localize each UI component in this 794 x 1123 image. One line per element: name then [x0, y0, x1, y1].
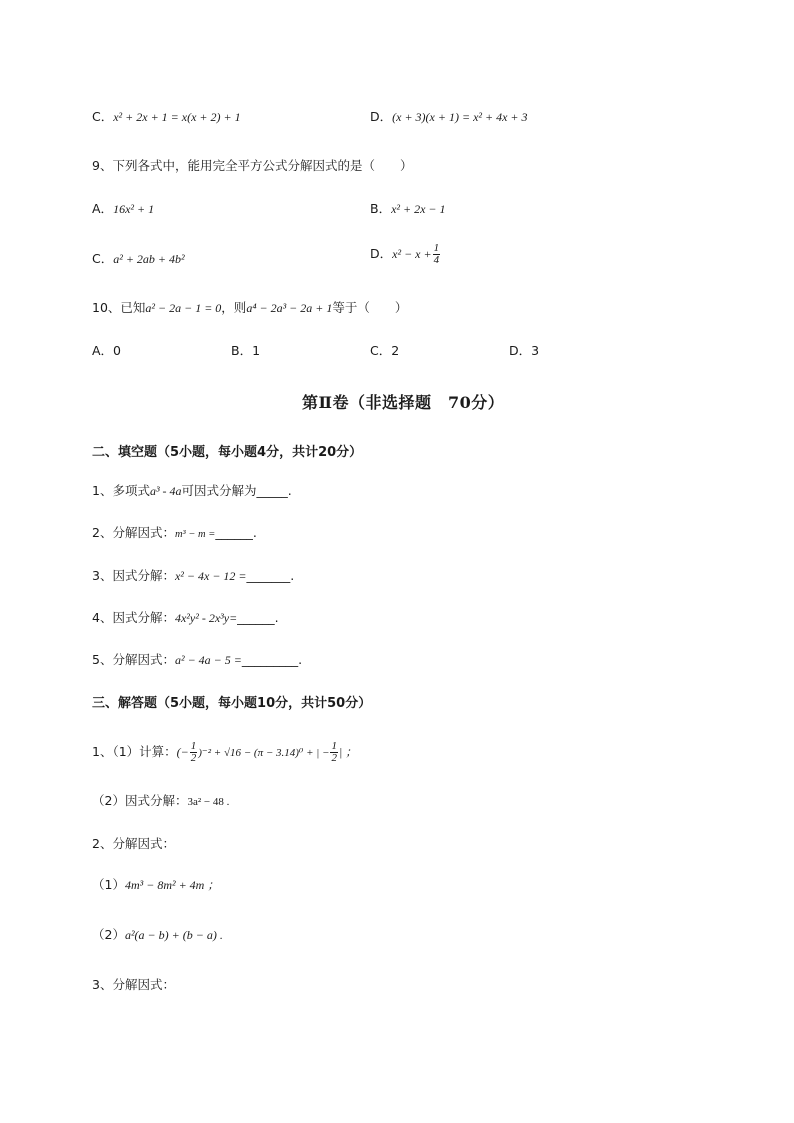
q10-equation-2: a⁴ − 2a³ − 2a + 1 [246, 301, 333, 315]
fraction-denominator: 2 [190, 752, 197, 764]
answer-blank: ______. [215, 525, 257, 540]
question-prefix: 1、（1）计算： [92, 744, 177, 759]
question-prefix: （2）因式分解： [92, 793, 188, 808]
fill-q2 [92, 524, 257, 544]
math-expression: 16x² + 1 [113, 202, 155, 216]
q8-option-d [370, 108, 528, 127]
solve-q2-stem: 2、分解因式： [92, 836, 175, 851]
fill-q1 [92, 482, 292, 501]
fraction-numerator: 1 [331, 740, 337, 752]
q9-stem: 9、下列各式中，能用完全平方公式分解因式的是（ ） [92, 158, 413, 173]
solve-q1-part2 [92, 792, 229, 811]
question-prefix: 2、分解因式： [92, 525, 175, 540]
answer-blank: ______. [237, 610, 279, 625]
math-expression: a³ - 4a [149, 484, 182, 498]
math-expression: a² + 2ab + 4b² [113, 252, 185, 266]
option-label: C． [92, 109, 114, 124]
question-prefix: 5、分解因式： [92, 652, 175, 667]
math-expression: x² + 2x + 1 = x(x + 2) + 1 [113, 110, 241, 124]
fraction [190, 741, 198, 764]
math-expression: (x + 3)(x + 1) = x² + 4x + 3 [392, 110, 528, 124]
q10-stem-prefix: 10、已知 [92, 300, 146, 315]
math-expression: 4x²y² - 2x³y= [174, 611, 238, 625]
option-label: A． [92, 201, 114, 216]
part-two-title: 第Ⅱ卷（非选择题 70分） [302, 393, 505, 412]
fraction-numerator: 1 [190, 740, 197, 752]
fraction [330, 741, 338, 764]
math-expression: 3a² − 48 . [187, 796, 230, 808]
answer-blank: _________. [241, 652, 303, 667]
math-expression: x² − x + [392, 247, 432, 261]
question-prefix: （2） [92, 927, 125, 942]
q10-stem [92, 299, 407, 318]
solve-q2-part2 [92, 926, 223, 945]
fraction-denominator: 2 [331, 752, 337, 764]
q9-option-d [370, 243, 441, 266]
math-expression: | ； [338, 745, 358, 759]
option-label: C． [92, 251, 114, 266]
fill-q4 [92, 609, 279, 628]
math-expression: 4m³ − 8m² + 4m ； [124, 878, 220, 892]
q10-equation-1: a² − 2a − 1 = 0 [145, 301, 222, 315]
q9-option-b [370, 200, 446, 219]
fraction [433, 243, 441, 266]
option-label: D． [370, 109, 393, 124]
math-expression: a²(a − b) + (b − a) . [124, 928, 223, 942]
answer-blank-text: 可因式分解为_____. [181, 483, 292, 498]
solve-q2-part1 [92, 876, 219, 895]
solve-q3-stem: 3、分解因式： [92, 977, 175, 992]
answer-blank: _______. [246, 568, 295, 583]
option-label: B． [370, 201, 392, 216]
option-label: D． [370, 246, 393, 261]
math-expression: a² − 4a − 5 = [174, 653, 242, 667]
math-expression: m³ − m = [174, 529, 216, 540]
question-prefix: 4、因式分解： [92, 610, 175, 625]
q10-option-c: C．2 [370, 343, 400, 358]
math-expression: x² − 4x − 12 = [174, 569, 247, 583]
q10-stem-suffix: 等于（ ） [332, 300, 408, 315]
question-prefix: 3、因式分解： [92, 568, 175, 583]
q10-stem-middle: ，则 [221, 300, 247, 315]
question-prefix: 1、多项式 [92, 483, 150, 498]
math-expression: )⁻² + √16 − (π − 3.14)⁰ + | − [198, 747, 330, 759]
fill-in-section-heading: 二、填空题（5小题，每小题4分，共计20分） [92, 445, 363, 460]
math-expression: x² + 2x − 1 [391, 202, 446, 216]
q10-option-d: D．3 [509, 343, 540, 358]
fill-q3 [92, 567, 294, 586]
question-prefix: （1） [92, 877, 125, 892]
q9-option-c [92, 250, 185, 269]
fill-q5 [92, 651, 302, 670]
fraction-denominator: 4 [433, 254, 440, 266]
q9-option-a [92, 200, 154, 219]
fraction-numerator: 1 [433, 242, 440, 254]
q10-option-a: A．0 [92, 343, 122, 358]
q10-option-b: B．1 [231, 343, 261, 358]
solve-section-heading: 三、解答题（5小题，每小题10分，共计50分） [92, 696, 372, 711]
math-expression: (− [176, 745, 189, 759]
solve-q1-part1 [92, 741, 357, 764]
q8-option-c [92, 108, 241, 127]
